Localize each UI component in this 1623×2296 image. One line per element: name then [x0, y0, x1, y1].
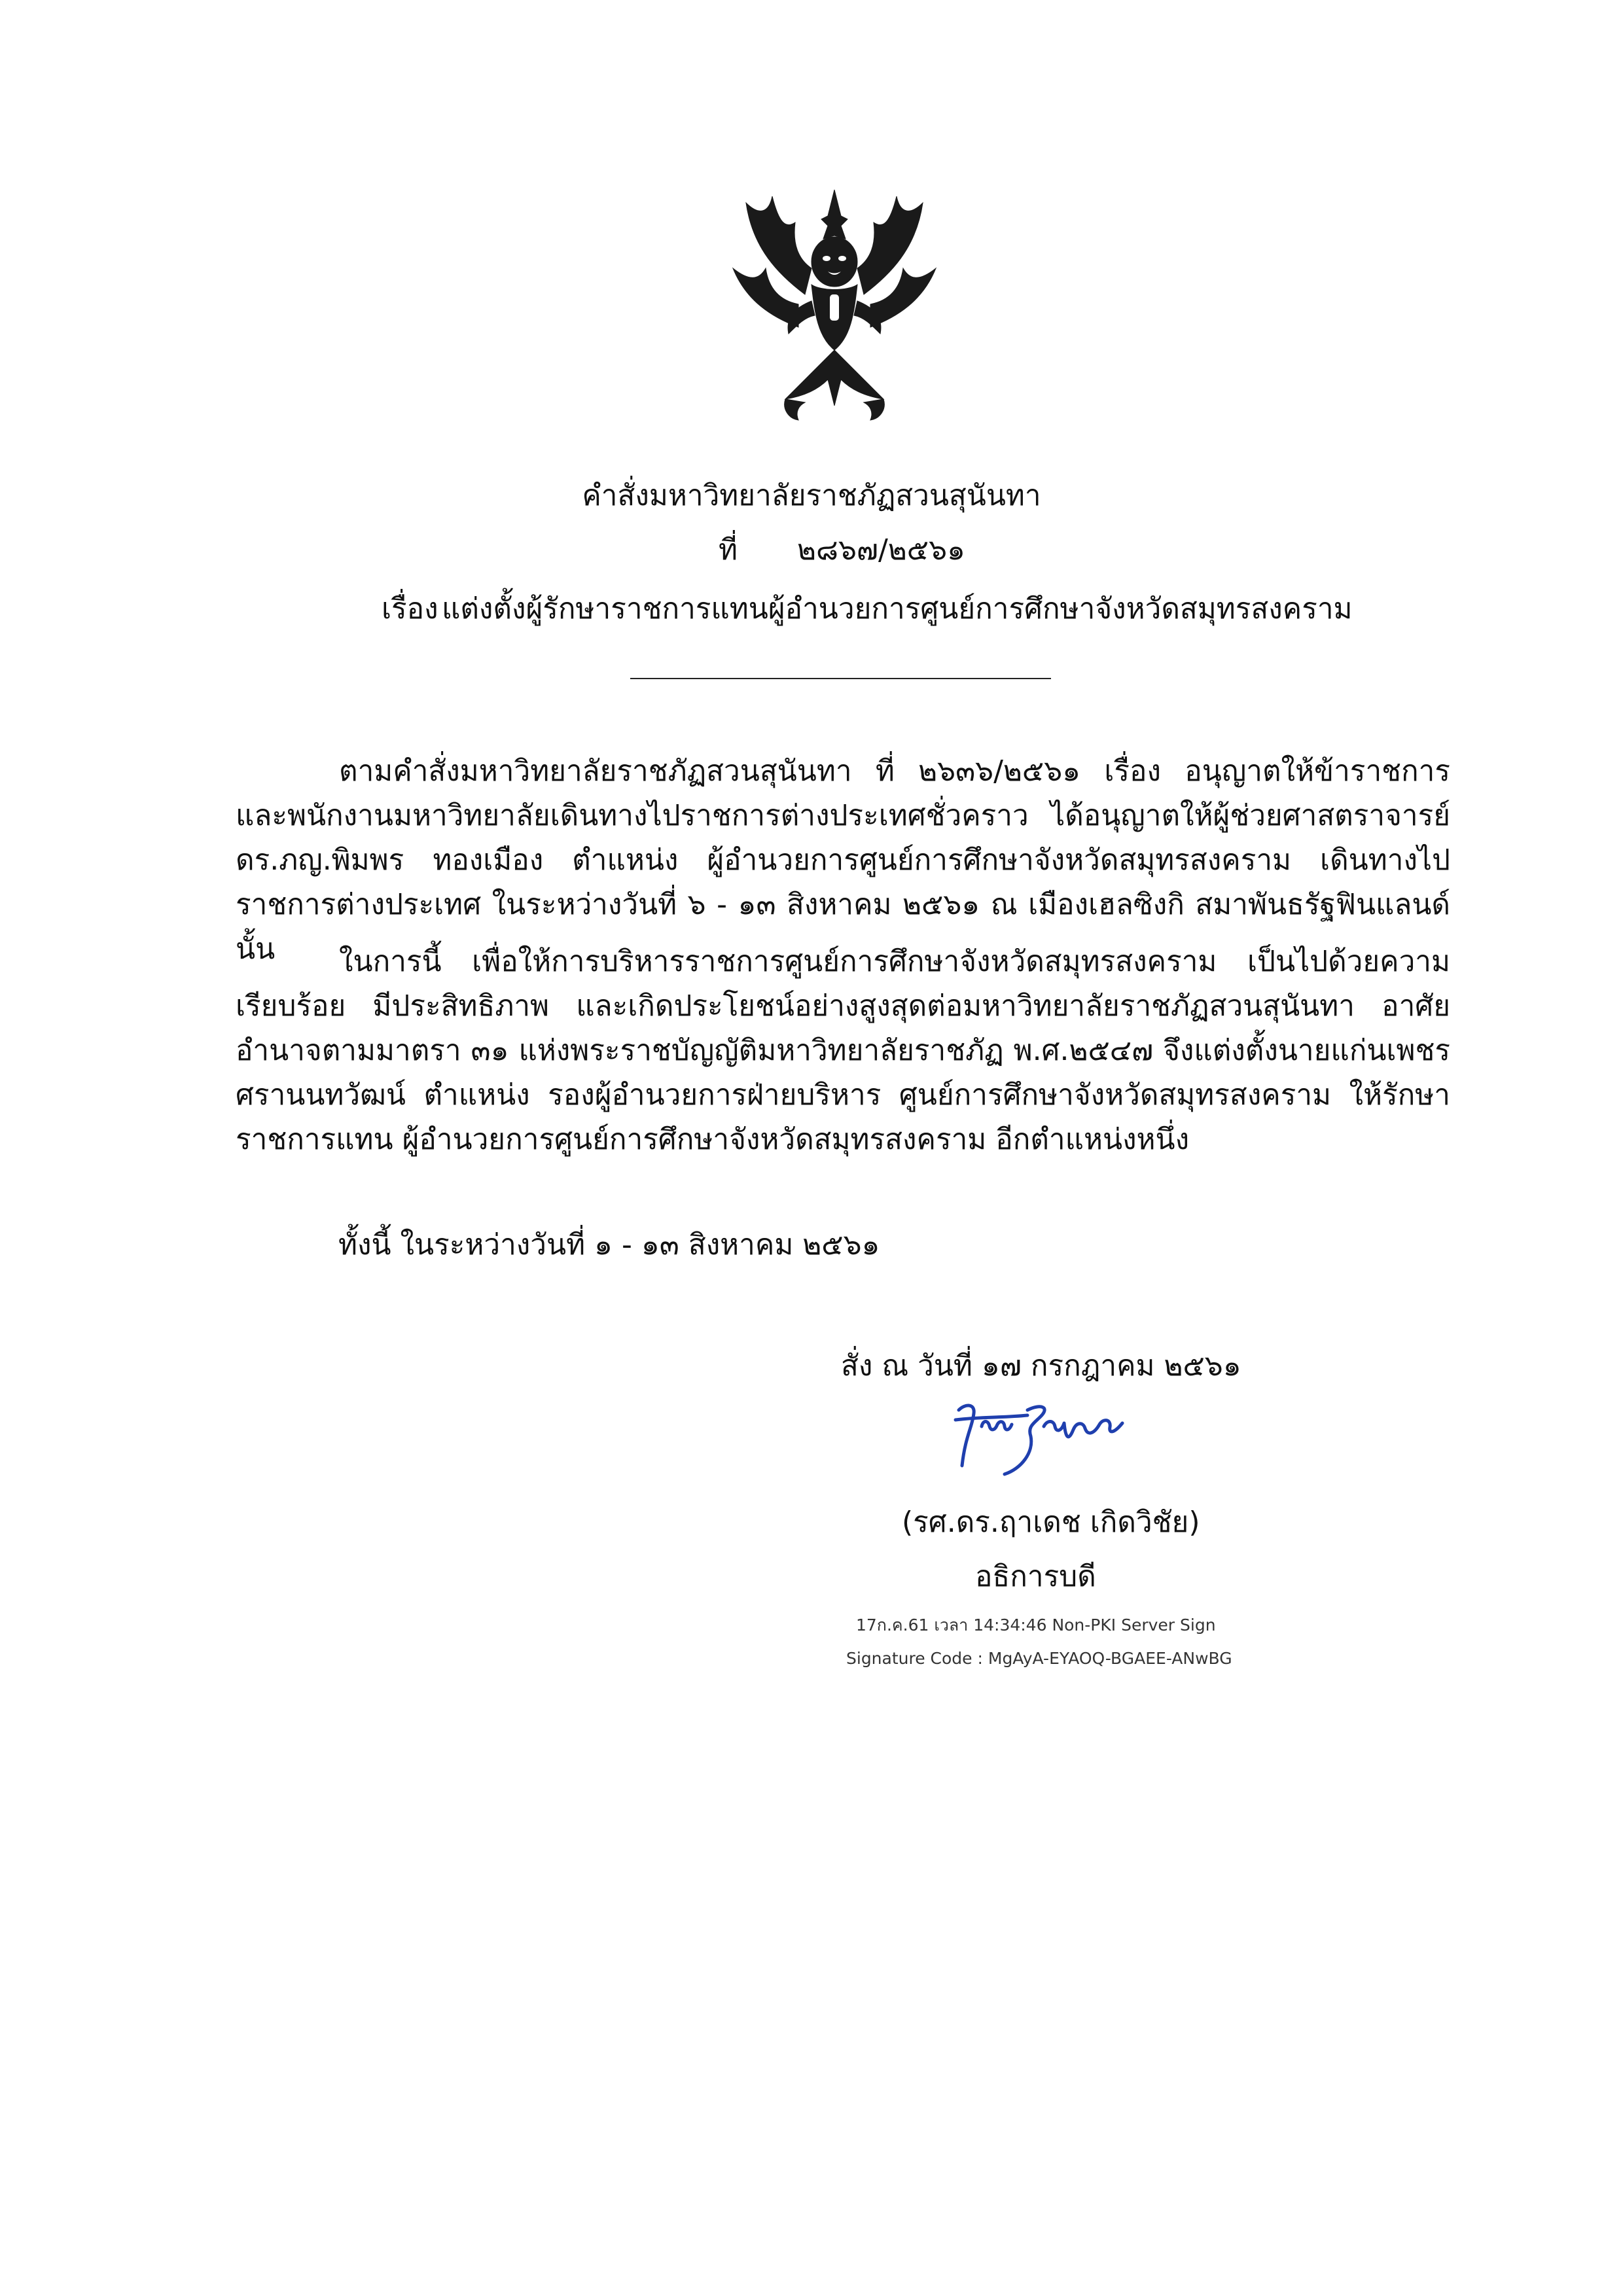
subject-row	[382, 590, 1353, 629]
signer-name: (รศ.ดร.ฤาเดช เกิดวิชัย)	[902, 1506, 1200, 1539]
subject-label: เรื่อง	[382, 592, 438, 626]
body-paragraph-1: ตามคำสั่งมหาวิทยาลัยราชภัฏสวนสุนันทา ที่ ๒๖๓๖/๒๕๖๑ เรื่อง อนุญาตให้ข้าราชการ และพนักงานมหาวิทยาลัยเดินทางไปราชการต่างประเทศชั่วคราว ได้อนุญาตให้ผู้ช่วยศาสตราจารย์ ดร.ภญ.พิมพร ทองเมือง ตำแหน่ง ผู้อำนวยการศูนย์การศึกษาจังหวัดสมุทรสงคราม เดินทางไปราชการต่างประเทศ ในระหว่างวันที่ ๖ - ๑๓ สิงหาคม ๒๕๖๑ ณ เมืองเฮลซิงกิ สมาพันธรัฐฟินแลนด์ นั้น	[236, 754, 1450, 966]
order-date: สั่ง ณ วันที่ ๑๗ กรกฎาคม ๒๕๖๑	[841, 1349, 1241, 1383]
handwritten-signature-icon	[942, 1390, 1158, 1479]
document-title: คำสั่งมหาวิทยาลัยราชภัฏสวนสุนันทา	[582, 479, 1041, 512]
signature-code: Signature Code : MgAyA-EYAOQ-BGAEE-ANwBG	[846, 1649, 1232, 1668]
order-number-value: ๒๘๖๗/๒๕๖๑	[797, 533, 965, 567]
garuda-emblem-icon	[707, 177, 962, 432]
subject-text: แต่งตั้งผู้รักษาราชการแทนผู้อำนวยการศูนย์การศึกษาจังหวัดสมุทรสงคราม	[442, 592, 1353, 626]
sign-timestamp: 17ก.ค.61 เวลา 14:34:46 Non-PKI Server Sign	[856, 1616, 1216, 1634]
order-number-label: ที่	[719, 533, 738, 567]
body-paragraph-2: ในการนี้ เพื่อให้การบริหารราชการศูนย์การศึกษาจังหวัดสมุทรสงคราม เป็นไปด้วยความเรียบร้อย มีประสิทธิภาพ และเกิดประโยชน์อย่างสูงสุดต่อมหาวิทยาลัยราชภัฏสวนสุนันทา อาศัยอำนาจตามมาตรา ๓๑ แห่งพระราชบัญญัติมหาวิทยาลัยราชภัฏ พ.ศ.๒๕๔๗ จึงแต่งตั้งนายแก่นเพชร ศรานนทวัฒน์ ตำแหน่ง รองผู้อำนวยการฝ่ายบริหาร ศูนย์การศึกษาจังหวัดสมุทรสงคราม ให้รักษาราชการแทน ผู้อำนวยการศูนย์การศึกษาจังหวัดสมุทรสงคราม อีกตำแหน่งหนึ่ง	[236, 945, 1450, 1156]
order-number-row	[719, 531, 965, 570]
header-divider	[630, 678, 1051, 679]
signer-position: อธิการบดี	[975, 1560, 1096, 1593]
effective-period: ทั้งนี้ ในระหว่างวันที่ ๑ - ๑๓ สิงหาคม ๒๕๖๑	[338, 1228, 880, 1262]
